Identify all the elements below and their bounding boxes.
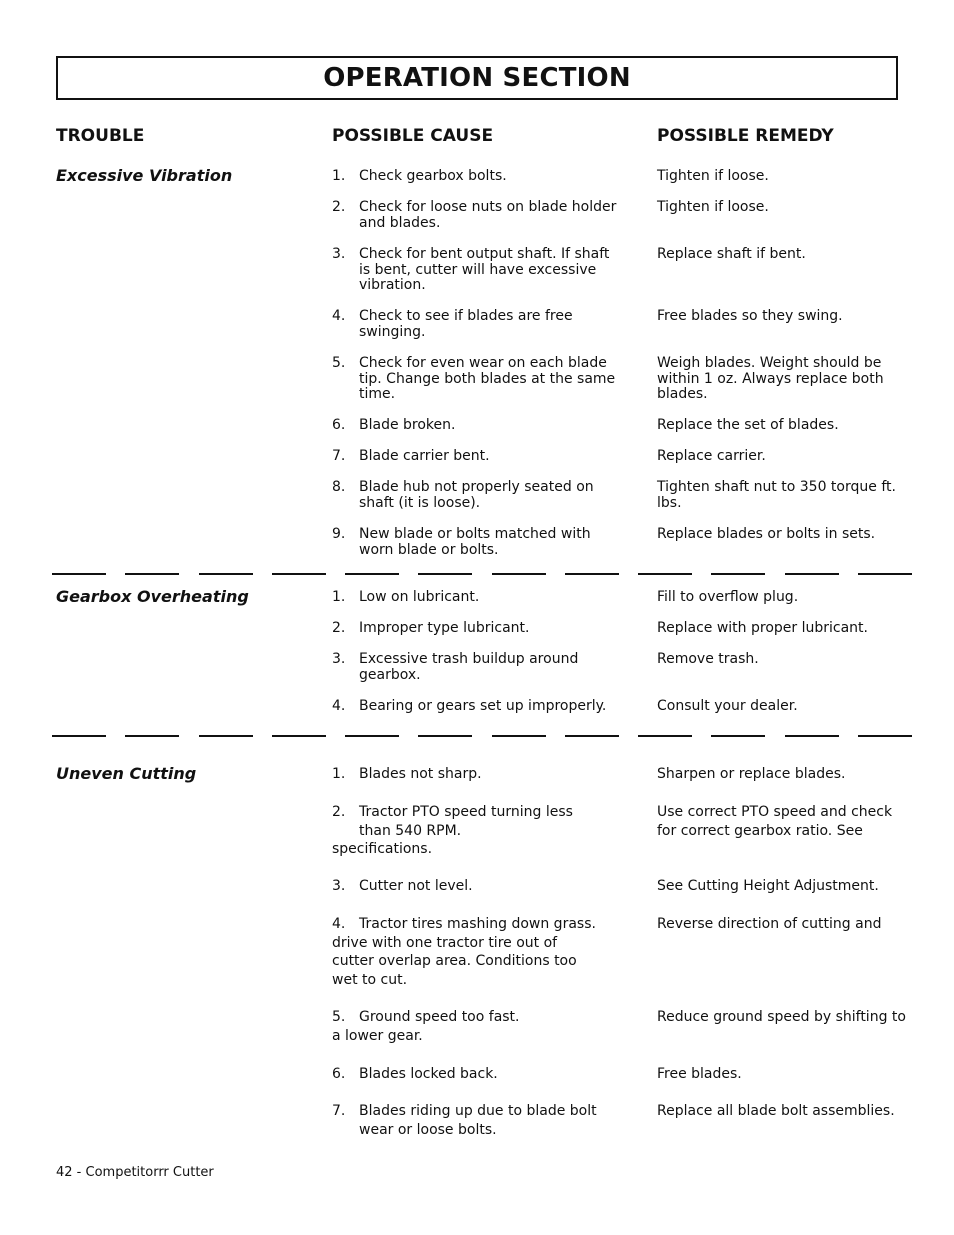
item-number: 1.	[332, 589, 346, 605]
item-number: 5.	[332, 1009, 346, 1025]
cause-item	[332, 803, 622, 859]
cause-text: Check for loose nuts on blade holder and blades.	[359, 199, 617, 231]
cause-text: Blades riding up due to blade bolt wear or loose bolts.	[359, 1103, 597, 1138]
cause-item	[332, 1065, 622, 1084]
section-divider	[52, 573, 912, 575]
cause-continuation: a lower gear.	[332, 1027, 423, 1044]
cause-item	[332, 527, 622, 558]
cause-text: Improper type lubricant.	[359, 620, 530, 636]
title-box	[56, 56, 898, 100]
cause-text: Blade broken.	[359, 417, 456, 433]
item-number: 2.	[332, 620, 346, 636]
cause-text: Check to see if blades are free swinging.	[359, 308, 573, 340]
remedy-text: Reduce ground speed by shifting to	[657, 1009, 906, 1025]
cause-item	[332, 200, 622, 231]
item-number: 3.	[332, 878, 346, 894]
cause-text: Blade carrier bent.	[359, 448, 490, 464]
cause-item	[332, 699, 622, 715]
item-number: 4.	[332, 916, 346, 932]
remedy-text: Tighten if loose.	[657, 168, 769, 184]
cause-text: Excessive trash buildup around gearbox.	[359, 651, 579, 683]
item-number: 2.	[332, 199, 346, 215]
item-number: 3.	[332, 246, 346, 262]
trouble-excessive-vibration: Excessive Vibration	[56, 166, 233, 185]
item-number: 5.	[332, 355, 346, 371]
remedy-text: Replace with proper lubricant.	[657, 620, 868, 636]
cause-text: Check for bent output shaft. If shaft is bent, cutter will have excessive vibration.	[359, 246, 610, 293]
cause-text: Blades not sharp.	[359, 766, 482, 782]
remedy-text: Replace blades or bolts in sets.	[657, 526, 876, 542]
cause-continuation: drive with one tractor tire out of cutter overlap area. Conditions too wet to cut.	[332, 934, 577, 988]
cause-item	[332, 480, 622, 511]
page-title: OPERATION SECTION	[323, 63, 631, 93]
cause-text: New blade or bolts matched with worn blade or bolts.	[359, 526, 591, 558]
cause-item	[332, 652, 622, 683]
remedy-text: Consult your dealer.	[657, 698, 798, 714]
item-number: 6.	[332, 1066, 346, 1082]
cause-item	[332, 765, 622, 784]
trouble-uneven-cutting: Uneven Cutting	[56, 764, 197, 783]
cause-item	[332, 621, 622, 637]
item-number: 1.	[332, 766, 346, 782]
remedy-text: Replace all blade bolt assemblies.	[657, 1103, 895, 1119]
cause-item	[332, 169, 622, 185]
header-remedy: POSSIBLE REMEDY	[657, 126, 834, 146]
remedy-text: Sharpen or replace blades.	[657, 766, 846, 782]
cause-text: Blades locked back.	[359, 1066, 498, 1082]
item-number: 8.	[332, 479, 346, 495]
cause-text: Tractor tires mashing down grass.	[359, 916, 596, 932]
cause-item	[332, 247, 622, 294]
remedy-text: Tighten shaft nut to 350 torque ft. lbs.	[657, 479, 896, 511]
remedy-text: Reverse direction of cutting and	[657, 916, 882, 932]
remedy-text: Use correct PTO speed and check for correct gearbox ratio. See	[657, 804, 893, 839]
remedy-text: Tighten if loose.	[657, 199, 769, 215]
trouble-gearbox-overheating: Gearbox Overheating	[56, 587, 249, 606]
remedy-text: Weigh blades. Weight should be within 1 oz. Always replace both blades.	[657, 355, 884, 402]
cause-item	[332, 449, 622, 465]
cause-text: Cutter not level.	[359, 878, 473, 894]
item-number: 2.	[332, 804, 346, 820]
cause-text: Low on lubricant.	[359, 589, 480, 605]
cause-text: Tractor PTO speed turning less than 540 RPM.	[359, 804, 573, 839]
remedy-text: See Cutting Height Adjustment.	[657, 878, 879, 894]
item-number: 6.	[332, 417, 346, 433]
cause-text: Check gearbox bolts.	[359, 168, 507, 184]
cause-item	[332, 915, 622, 989]
cause-text: Blade hub not properly seated on shaft (it is loose).	[359, 479, 594, 511]
cause-item	[332, 1102, 622, 1139]
remedy-text: Free blades so they swing.	[657, 308, 843, 324]
remedy-text: Replace the set of blades.	[657, 417, 839, 433]
cause-text: Ground speed too fast.	[359, 1009, 520, 1025]
item-number: 4.	[332, 698, 346, 714]
cause-item	[332, 877, 622, 896]
header-cause: POSSIBLE CAUSE	[332, 126, 494, 146]
item-number: 7.	[332, 1103, 346, 1119]
cause-item	[332, 590, 622, 606]
remedy-text: Replace shaft if bent.	[657, 246, 806, 262]
section-divider	[52, 735, 912, 737]
cause-continuation: specifications.	[332, 841, 433, 857]
header-trouble: TROUBLE	[56, 126, 145, 146]
remedy-text: Free blades.	[657, 1066, 742, 1082]
item-number: 7.	[332, 448, 346, 464]
remedy-text: Fill to overflow plug.	[657, 589, 799, 605]
item-number: 1.	[332, 168, 346, 184]
cause-text: Check for even wear on each blade tip. Change both blades at the same time.	[359, 355, 616, 402]
cause-text: Bearing or gears set up improperly.	[359, 698, 607, 714]
cause-item	[332, 356, 622, 403]
item-number: 9.	[332, 526, 346, 542]
item-number: 4.	[332, 308, 346, 324]
cause-item	[332, 418, 622, 434]
cause-item	[332, 309, 622, 340]
item-number: 3.	[332, 651, 346, 667]
remedy-text: Remove trash.	[657, 651, 759, 667]
page-footer: 42 - Competitorrr Cutter	[56, 1165, 214, 1180]
cause-item	[332, 1008, 622, 1045]
remedy-text: Replace carrier.	[657, 448, 766, 464]
